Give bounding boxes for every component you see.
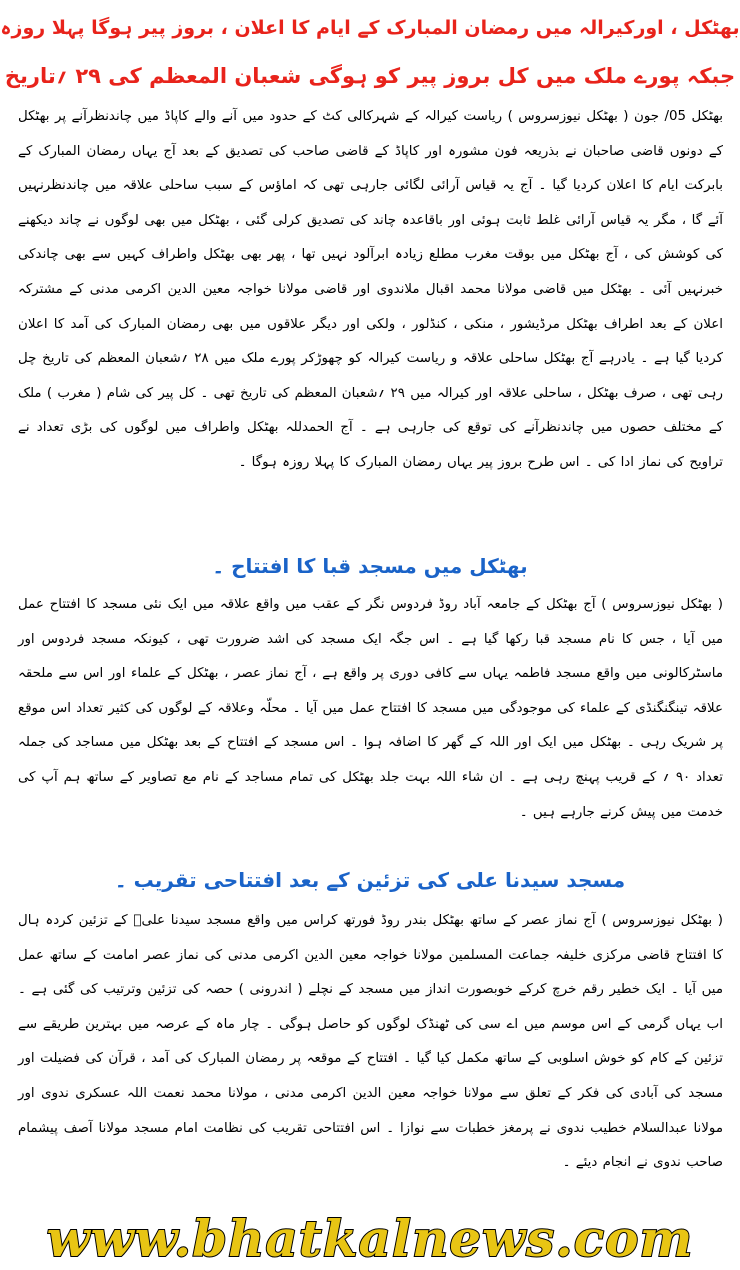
headline-primary: بھٹکل ، اورکیرالہ میں رمضان المبارک کے ایام کا اعلان ، بروز پیر ہوگا پہلا روزہ <box>0 17 740 39</box>
headline-secondary: جبکہ پورے ملک میں کل بروز پیر کو ہوگی شعبان المعظم کی ۲۹ ؍تاریخ <box>4 64 736 88</box>
subheading-masjid-quba: بھٹکل میں مسجد قبا کا افتتاح ۔ <box>212 554 528 578</box>
footer-site-logo: www.bhatkalnews.com <box>46 1209 694 1268</box>
article-paragraph-ramadan: بھٹکل 05/ جون ( بھٹکل نیوزسروس ) ریاست کیرالہ کے شہرکالی کٹ کے حدود میں آنے والے کاپاڈ میں چاندنظرآنے پر بھٹکل کے دونوں قاضی صاحبان نے بذریعہ فون مشورہ اور کاپاڈ کے قاضی صاحب کی تصدیق کے بعد آج یہاں رمضان المبارک کے بابرکت ایام کا اعلان کردیا گیا ۔ آج یہ قیاس آرائی لگائی جارہی تھی کہ اماؤس کے سبب ساحلی علاقہ میں چاندنظرنہیں آئے گا ، مگر یہ قیاس آرائی غلط ثابت ہوئی اور باقاعدہ چاند کی تصدیق کرلی گئی ، بھٹکل میں بھی لوگوں نے چاند دیکھنے کی کوشش کی ، آج بھٹکل میں بوقت مغرب مطلع زیادہ ابرآلود نہیں تھا ، پھر بھی بھٹکل واطراف کہیں سے بھی چاندکی خبرنہیں آئی ۔ بھٹکل میں قاضی مولانا محمد اقبال ملاندوی اور قاضی مولانا خواجہ معین الدین اکرمی مدنی کے مشترکہ اعلان کے بعد اطراف بھٹکل مرڈیشور ، منکی ، کنڈلور ، ولکی اور دیگر علاقوں میں بھی رمضان المبارک کی آمد کا اعلان کردیا گیا ہے ۔ یادرہے آج بھٹکل ساحلی علاقہ و ریاست کیرالہ کو چھوڑکر پورے ملک میں ۲۸ ؍شعبان المعظم کی تاریخ چل رہی تھی ، صرف بھٹکل ، ساحلی علاقہ اور کیرالہ میں ۲۹ ؍شعبان المعظم کی تاریخ تھی ۔ کل پیر کی شام ( مغرب ) ملک کے مختلف حصوں میں چاندنظرآنے کی توقع کی جارہی ہے ۔ آج الحمدللہ بھٹکل واطراف میں لوگوں کی بڑی تعداد نے تراویح کی نماز ادا کی ۔ اس طرح بروز پیر یہاں رمضان المبارک کا پہلا روزہ ہوگا ۔ <box>18 109 724 470</box>
article-paragraph-masjid-quba: ( بھٹکل نیوزسروس ) آج بھٹکل کے جامعہ آباد روڈ فردوس نگر کے عقب میں واقع علاقہ میں ایک نئی مسجد کا افتتاح عمل میں آیا ، جس کا نام مسجد قبا رکھا گیا ہے ۔ اس جگہ ایک مسجد کی اشد ضرورت تھی ، کیونکہ مسجد فردوس اور ماسٹرکالونی میں واقع مسجد فاطمہ یہاں سے کافی دوری پر واقع ہے ، آج نماز عصر ، بھٹکل کے علماء اور اس سے ملحقہ علاقہ تینگنگنڈی کے علماء کی موجودگی میں مسجد کا افتتاح عمل میں آیا ۔ محلّہ وعلاقہ کے لوگوں کی کثیر تعداد اس موقع پر شریک رہی ۔ بھٹکل میں ایک اور اللہ کے گھر کا اضافہ ہوا ۔ اس مسجد کے افتتاح کے بعد بھٹکل میں مساجد کی جملہ تعداد ۹۰ ؍ کے قریب پہنچ رہی ہے ۔ ان شاء اللہ بہت جلد بھٹکل کی تمام مساجد کے نام مع تصاویر کے ساتھ ہم آپ کی خدمت میں پیش کرنے جارہے ہیں ۔ <box>18 597 723 820</box>
subheading-masjid-ali: مسجد سیدنا علی کی تزئین کے بعد افتتاحی تقریب ۔ <box>114 868 626 892</box>
article-paragraph-masjid-ali: ( بھٹکل نیوزسروس ) آج نماز عصر کے ساتھ بھٹکل بندر روڈ فورتھ کراس میں واقع مسجد سیدنا علیؓ کے تزئین کردہ ہال کا افتتاح قاضی مرکزی خلیفہ جماعت المسلمین مولانا خواجہ معین الدین اکرمی مدنی کی نماز عصر امامت کے ساتھ عمل میں آیا ۔ ایک خطیر رقم خرچ کرکے خوبصورت انداز میں مسجد کے نچلے ( اندرونی ) حصہ کی تزئین وترتیب کی گئی ہے ۔ اب یہاں گرمی کے اس موسم میں اے سی کی ٹھنڈک لوگوں کو حاصل ہوگی ۔ چار ماہ کے عرصہ میں بہترین طریقے سے تزئین کے کام کو خوش اسلوبی کے ساتھ مکمل کیا گیا ۔ افتتاح کے موقعہ پر رمضان المبارک کی آمد ، قرآن کی فضیلت اور مسجد کی آبادی کی فکر کے تعلق سے مولانا خواجہ معین الدین اکرمی مدنی ، مولانا محمد نعمت اللہ عسکری ندوی اور مولانا عبدالسلام خطیب ندوی نے پرمغز خطبات سے نوازا ۔ اس افتتاحی تقریب کی نظامت امام مسجد مولانا آصف پیشمام صاحب ندوی نے انجام دیئے ۔ <box>18 913 723 1171</box>
